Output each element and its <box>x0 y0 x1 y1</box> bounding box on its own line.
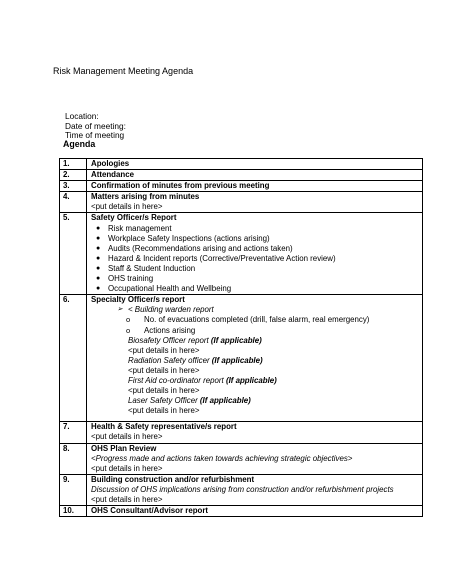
table-row <box>60 506 423 517</box>
row-title: Attendance <box>87 170 423 181</box>
detail-placeholder: <put details in here> <box>91 432 163 442</box>
bullet-text: Actions arising <box>144 325 196 335</box>
row-number: 4. <box>60 192 87 213</box>
row-title: Confirmation of minutes from previous meeting <box>87 181 423 192</box>
row-title: Apologies <box>87 159 423 170</box>
table-row <box>60 474 423 505</box>
row-note: Discussion of OHS implications arising from construction and/or refurbishment projects <box>91 484 394 494</box>
row-title: Specialty Officer/s report <box>91 295 185 305</box>
report-name: Laser Safety Officer <box>128 396 198 406</box>
row-number: 1. <box>60 159 87 170</box>
row-title: OHS Consultant/Advisor report <box>87 506 423 517</box>
bullet-text: Staff & Student Induction <box>108 263 196 273</box>
table-row <box>60 170 423 181</box>
circle-bullet-icon: o <box>126 315 131 325</box>
table-row <box>60 213 423 295</box>
row-content <box>87 422 423 443</box>
detail-placeholder: <put details in here> <box>91 463 163 473</box>
bullet-dot-icon: ● <box>96 285 101 293</box>
detail-placeholder: <put details in here> <box>91 202 163 212</box>
detail-placeholder: <put details in here> <box>128 386 200 396</box>
meta-date: Date of meeting: <box>65 121 126 131</box>
bullet-text: Audits (Recommendations arising and actions taken) <box>108 243 293 253</box>
row-content <box>87 295 423 422</box>
row-number: 7. <box>60 422 87 443</box>
bullet-item <box>91 264 422 274</box>
meta-time: Time of meeting <box>65 130 125 140</box>
row-number: 5. <box>60 213 87 295</box>
circle-bullet-icon: o <box>126 325 131 335</box>
report-suffix: (If applicable) <box>209 355 263 365</box>
bullet-dot-icon: ● <box>96 275 101 283</box>
row-note: <Progress made and actions taken towards achieving strategic objectives> <box>91 453 353 463</box>
report-suffix: (If applicable) <box>197 396 251 406</box>
row-number: 3. <box>60 181 87 192</box>
row-content <box>87 474 423 505</box>
bullet-dot-icon: ● <box>96 264 101 272</box>
table-row <box>60 422 423 443</box>
bullet-item <box>91 284 422 294</box>
bullet-dot-icon: ● <box>96 234 101 242</box>
bullet-text: No. of evacuations completed (drill, false alarm, real emergency) <box>144 315 370 325</box>
agenda-heading: Agenda <box>63 139 96 149</box>
arrow-item <box>91 305 422 315</box>
row-content <box>87 443 423 474</box>
detail-placeholder: <put details in here> <box>128 365 200 375</box>
report-name: Biosafety Officer report <box>128 335 209 345</box>
sub-bullet-item <box>91 315 422 325</box>
row-number: 6. <box>60 295 87 422</box>
row-number: 2. <box>60 170 87 181</box>
bullet-dot-icon: ● <box>96 254 101 262</box>
sub-bullet-item <box>91 326 422 336</box>
row-title: Matters arising from minutes <box>91 192 200 202</box>
bullet-item <box>91 224 422 234</box>
row-content <box>87 192 423 213</box>
bullet-item <box>91 234 422 244</box>
bullet-dot-icon: ● <box>96 244 101 252</box>
report-item <box>91 376 422 386</box>
report-suffix: (If applicable) <box>223 375 277 385</box>
row-number: 8. <box>60 443 87 474</box>
bullet-text: Occupational Health and Wellbeing <box>108 284 232 294</box>
table-row <box>60 192 423 213</box>
bullet-text: OHS training <box>108 274 154 284</box>
bullet-item <box>91 244 422 254</box>
detail-placeholder: <put details in here> <box>91 495 163 504</box>
bullet-text: < Building warden report <box>128 305 214 315</box>
table-row <box>60 181 423 192</box>
table-row <box>60 443 423 474</box>
report-item <box>91 396 422 406</box>
meta-location: Location: <box>65 111 99 121</box>
detail-placeholder: <put details in here> <box>128 406 200 416</box>
document-title: Risk Management Meeting Agenda <box>53 66 194 76</box>
report-name: First Aid co-ordinator report <box>128 375 224 385</box>
row-title: OHS Plan Review <box>91 443 157 453</box>
row-title: Building construction and/or refurbishment <box>91 474 255 484</box>
detail-placeholder: <put details in here> <box>128 345 200 355</box>
table-row <box>60 295 423 422</box>
bullet-item <box>91 274 422 284</box>
bullet-text: Workplace Safety Inspections (actions arising) <box>108 233 270 243</box>
report-suffix: (If applicable) <box>208 335 262 345</box>
row-number: 10. <box>60 506 87 517</box>
report-item <box>91 356 422 366</box>
report-name: Radiation Safety officer <box>128 355 210 365</box>
table-row <box>60 159 423 170</box>
arrow-bullet-icon: ➢ <box>117 306 123 314</box>
report-item <box>91 336 422 346</box>
agenda-table <box>59 158 423 517</box>
row-title: Safety Officer/s Report <box>91 213 177 223</box>
bullet-text: Hazard & Incident reports (Corrective/Preventative Action review) <box>108 253 336 263</box>
row-content <box>87 213 423 295</box>
row-title: Health & Safety representative/s report <box>91 422 237 432</box>
bullet-dot-icon: ● <box>96 224 101 232</box>
row-number: 9. <box>60 474 87 505</box>
bullet-item <box>91 254 422 264</box>
bullet-text: Risk management <box>108 223 172 233</box>
